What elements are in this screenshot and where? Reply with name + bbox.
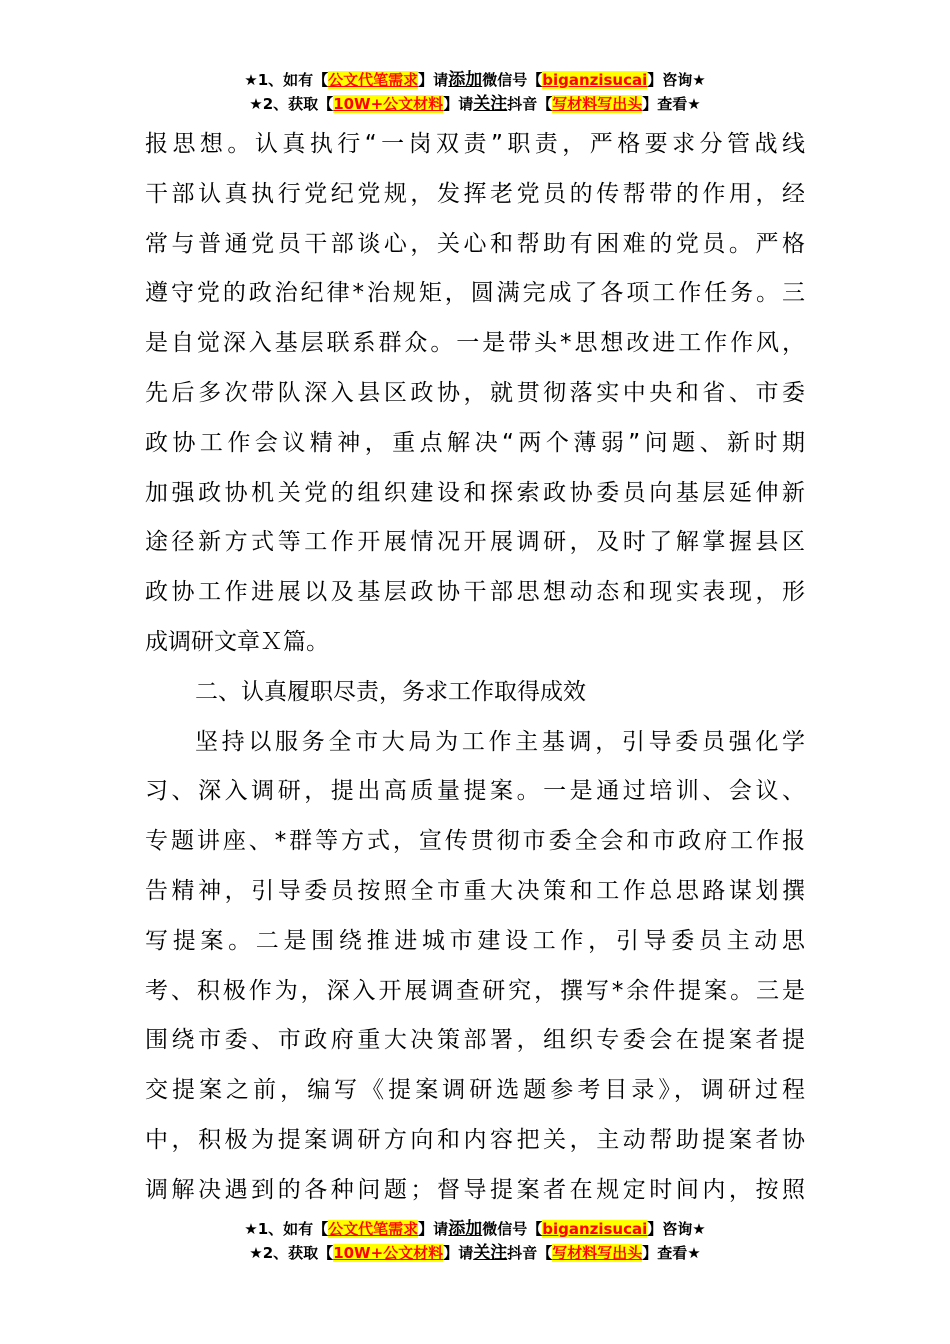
text: ★1、如有【	[244, 1220, 329, 1238]
text: 微信号【	[482, 71, 543, 89]
paragraph-line: 写提案。二是围绕推进城市建设工作，引导委员主动思	[145, 927, 805, 954]
text: ★2、获取【	[249, 95, 334, 113]
emphasis: 关注	[473, 94, 508, 114]
text: ★2、获取【	[249, 1244, 334, 1262]
text: 】请	[418, 71, 449, 89]
text: 】请	[443, 95, 474, 113]
paragraph-line: 政协工作会议精神，重点解决“两个薄弱”问题、新时期	[145, 429, 805, 456]
paragraph-line: 常与普通党员干部谈心，关心和帮助有困难的党员。严格	[145, 230, 805, 257]
highlight: 公文代笔需求	[328, 71, 419, 89]
emphasis: 添加	[448, 70, 483, 90]
paragraph-line: 围绕市委、市政府重大决策部署，组织专委会在提案者提	[145, 1027, 805, 1054]
highlight: 公文代笔需求	[328, 1220, 419, 1238]
promo-line-2	[0, 1241, 950, 1265]
highlight: 写材料写出头	[552, 1244, 643, 1262]
paragraph-line: 中，积极为提案调研方向和内容把关，主动帮助提案者协	[145, 1126, 805, 1153]
promo-line-1	[0, 68, 950, 92]
text: ★1、如有【	[244, 71, 329, 89]
document-body	[145, 120, 805, 1216]
paragraph-line: 交提案之前，编写《提案调研选题参考目录》，调研过程	[145, 1077, 805, 1104]
emphasis: 关注	[473, 1243, 508, 1263]
paragraph-line: 专题讲座、*群等方式，宣传贯彻市委全会和市政府工作报	[145, 828, 805, 855]
promo-banner-top	[0, 68, 950, 116]
text: 】查看★	[642, 1244, 701, 1262]
highlight: 10W+公文材料	[333, 1244, 444, 1262]
paragraph-line: 考、积极作为，深入开展调查研究，撰写*余件提案。三是	[145, 977, 805, 1004]
text: 】咨询★	[647, 1220, 706, 1238]
paragraph-line: 报思想。认真执行“一岗双责”职责，严格要求分管战线	[145, 131, 805, 157]
paragraph-line: 先后多次带队深入县区政协，就贯彻落实中央和省、市委	[145, 379, 805, 406]
paragraph-line: 调解决遇到的各种问题；督导提案者在规定时间内，按照	[145, 1176, 805, 1203]
promo-banner-bottom	[0, 1217, 950, 1265]
section-heading: 二、认真履职尽责，务求工作取得成效	[195, 678, 586, 705]
paragraph-line: 政协工作进展以及基层政协干部思想动态和现实表现，形	[145, 579, 805, 606]
paragraph-line: 途径新方式等工作开展情况开展调研，及时了解掌握县区	[145, 529, 805, 556]
text: 】请	[443, 1244, 474, 1262]
highlight: 10W+公文材料	[333, 95, 444, 113]
promo-line-2	[0, 92, 950, 116]
paragraph-line: 干部认真执行党纪党规，发挥老党员的传帮带的作用，经	[145, 180, 805, 207]
paragraph-line: 告精神，引导委员按照全市重大决策和工作总思路谋划撰	[145, 877, 805, 904]
highlight: 写材料写出头	[552, 95, 643, 113]
promo-line-1	[0, 1217, 950, 1241]
emphasis: 添加	[448, 1219, 483, 1239]
paragraph-line: 习、深入调研，提出高质量提案。一是通过培训、会议、	[145, 778, 805, 805]
text: 】咨询★	[647, 71, 706, 89]
paragraph-line: 坚持以服务全市大局为工作主基调，引导委员强化学	[195, 728, 805, 755]
text: 微信号【	[482, 1220, 543, 1238]
paragraph-line: 加强政协机关党的组织建设和探索政协委员向基层延伸新	[145, 479, 805, 506]
highlight: biganzisucai	[542, 71, 648, 89]
text: 抖音【	[507, 95, 553, 113]
text: 】请	[418, 1220, 449, 1238]
paragraph-line: 是自觉深入基层联系群众。一是带头*思想改进工作作风，	[145, 330, 805, 357]
paragraph-line: 遵守党的政治纪律*治规矩，圆满完成了各项工作任务。三	[145, 280, 805, 307]
highlight: biganzisucai	[542, 1220, 648, 1238]
text: 抖音【	[507, 1244, 553, 1262]
paragraph-line: 成调研文章Ｘ篇。	[145, 628, 329, 655]
text: 】查看★	[642, 95, 701, 113]
